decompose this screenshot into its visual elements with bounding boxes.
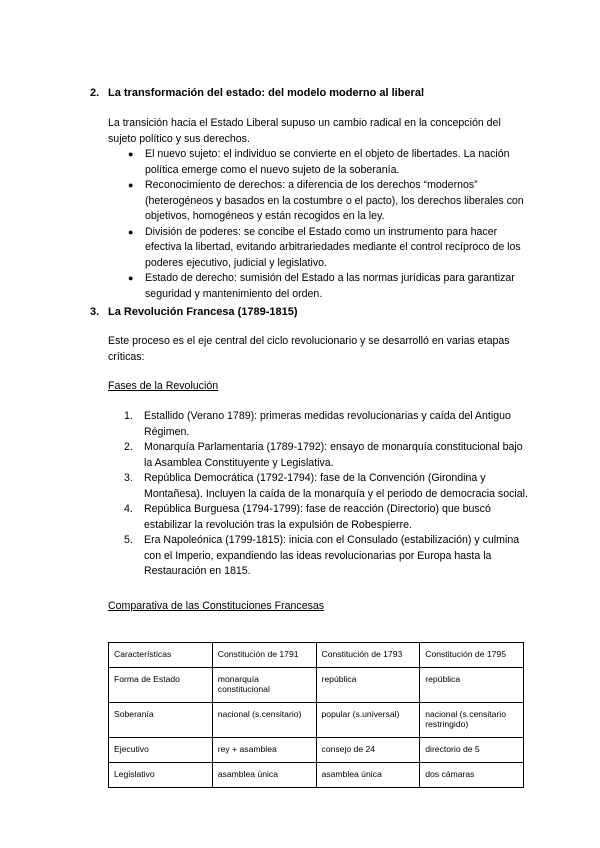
phase-item: [124, 409, 530, 440]
table-header-cell: Constitución de 1795: [420, 643, 524, 668]
section-2-title: La transformación del estado: del modelo moderno al liberal: [108, 87, 425, 99]
phase-item: [124, 502, 530, 533]
bullet-text: Reconocimiento de derechos: a diferencia de los derechos “modernos” (heterogéneos y basados en la costumbre o el pacto), los derechos liberales con objetivos, homogéneos y están recogidos en la ley.: [145, 179, 524, 222]
phase-text: Estallido (Verano 1789): primeras medidas revolucionarias y caída del Antiguo Régimen.: [144, 410, 511, 438]
table-row: [109, 703, 524, 738]
phase-text: Era Napoleónica (1799-1815): inicia con el Consulado (estabilización) y culmina con el Imperio, expandiendo las ideas revolucionarias por Europa hasta la Restauración en 1815.: [144, 534, 520, 577]
section-3-heading: [90, 306, 298, 318]
section-2-number: 2.: [90, 87, 100, 99]
table-header-cell: Constitución de 1793: [316, 643, 420, 668]
phase-item: [124, 471, 530, 502]
constitutions-table: [108, 642, 524, 788]
table-header-cell: Constitución de 1791: [212, 643, 316, 668]
table-cell: nacional (s.censitario restringido): [420, 703, 524, 738]
phase-number: 5.: [124, 534, 133, 546]
phase-text: República Democrática (1792-1794): fase de la Convención (Girondina y Montañesa). Incluyen la caída de la monarquía y el periodo de democracia social.: [144, 472, 528, 500]
bullet-icon: ●: [128, 149, 134, 159]
bullet-item: [128, 271, 530, 302]
table-cell: dos cámaras: [420, 763, 524, 788]
phase-text: República Burguesa (1794-1799): fase de reacción (Directorio) que buscó estabilizar la revolución tras la expulsión de Robespierre.: [144, 503, 491, 531]
table-cell: república: [316, 668, 420, 703]
phase-number: 3.: [124, 472, 133, 484]
table-cell: consejo de 24: [316, 738, 420, 763]
bullet-text: El nuevo sujeto: el individuo se convierte en el objeto de libertades. La nación política emerge como el nuevo sujeto de la soberanía.: [145, 148, 510, 176]
phase-number: 2.: [124, 441, 133, 453]
table-cell: directorio de 5: [420, 738, 524, 763]
table-cell: popular (s.universal): [316, 703, 420, 738]
bullet-icon: ●: [128, 273, 134, 283]
phases-list: [124, 409, 530, 580]
table-header-row: [109, 643, 524, 668]
phase-item: [124, 533, 530, 580]
comparison-heading: Comparativa de las Constituciones Francesas: [108, 600, 325, 612]
bullet-item: [128, 147, 530, 178]
section-2-heading: [90, 87, 424, 99]
bullet-icon: ●: [128, 180, 134, 190]
section-2-bullet-list: [128, 147, 530, 302]
phase-text: Monarquía Parlamentaria (1789-1792): ensayo de monarquía constitucional bajo la Asamblea Constituyente y Legislativa.: [144, 441, 523, 469]
bullet-icon: ●: [128, 226, 134, 237]
bullet-item: [128, 225, 530, 272]
section-3-title: La Revolución Francesa (1789-1815): [108, 306, 298, 318]
table-row: [109, 668, 524, 703]
bullet-item: [128, 178, 530, 225]
table-row: [109, 763, 524, 788]
table-cell: Legislativo: [109, 763, 213, 788]
table-cell: rey + asamblea: [212, 738, 316, 763]
table-cell: asamblea única: [316, 763, 420, 788]
phase-number: 1.: [124, 410, 133, 422]
table-cell: república: [420, 668, 524, 703]
section-3-intro: Este proceso es el eje central del ciclo revolucionario y se desarrolló en varias etapas críticas:: [108, 335, 510, 363]
table-row: [109, 738, 524, 763]
table-cell: Soberanía: [109, 703, 213, 738]
bullet-text: Estado de derecho: sumisión del Estado a las normas jurídicas para garantizar seguridad y mantenimiento del orden.: [145, 272, 515, 300]
table-cell: monarquía constitucional: [212, 668, 316, 703]
table-cell: asamblea única: [212, 763, 316, 788]
table-cell: Ejecutivo: [109, 738, 213, 763]
phase-item: [124, 440, 530, 471]
table-cell: Forma de Estado: [109, 668, 213, 703]
table-cell: nacional (s.censitario): [212, 703, 316, 738]
phases-heading: Fases de la Revolución: [108, 380, 219, 392]
phase-number: 4.: [124, 503, 133, 515]
table-header-cell: Características: [109, 643, 213, 668]
section-2-intro: La transición hacia el Estado Liberal supuso un cambio radical en la concepción del sujeto político y sus derechos.: [108, 117, 501, 145]
bullet-text: División de poderes: se concibe el Estado como un instrumento para hacer efectiva la libertad, evitando arbitrariedades mediante el control recíproco de los poderes ejecutivo, judicial y legislativo.: [145, 225, 521, 269]
section-3-number: 3.: [90, 306, 100, 318]
